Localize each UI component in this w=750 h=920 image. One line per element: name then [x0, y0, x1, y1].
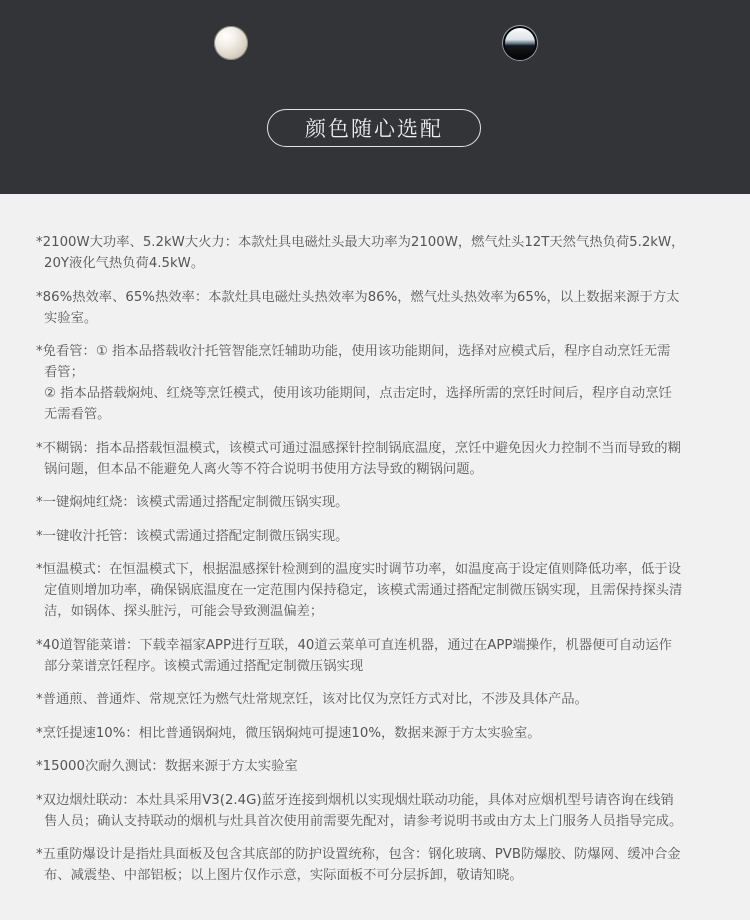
footnote — [36, 559, 714, 622]
footnote — [36, 790, 714, 832]
footnote-line: 布、减震垫、中部铝板；以上图片仅作示意，实际面板不可分层拆卸，敬请知晓。 — [44, 868, 523, 883]
footnote — [36, 526, 714, 547]
footnote-line: *40道智能菜谱：下载幸福家APP进行互联，40道云菜单可直连机器，通过在APP端操作，机器便可自动运作 — [36, 637, 672, 653]
footnotes-section — [0, 194, 750, 899]
footnote — [36, 287, 714, 329]
footnote-line: 看管； — [44, 365, 84, 380]
footnote-line: 20Y液化气热负荷4.5kW。 — [44, 256, 205, 271]
footnote-line: 锅问题，但本品不能避免人离火等不符合说明书使用方法导致的糊锅问题。 — [44, 461, 483, 477]
footnote-line: 洁，如锅体、探头脏污，可能会导致测温偏差； — [44, 604, 324, 619]
footnote — [36, 723, 714, 744]
footnote — [36, 844, 714, 886]
footnote-line: *五重防爆设计是指灶具面板及包含其底部的防护设置统称，包含：钢化玻璃、PVB防爆胶、防爆网、缓冲合金 — [36, 847, 681, 862]
footnote-line: ② 指本品搭载焖炖、红烧等烹饪模式，使用该功能期间，点击定时，选择所需的烹饪时间后，程序自动烹饪 — [44, 386, 672, 401]
footnote-line: 部分菜谱烹饪程序。该模式需通过搭配定制微压锅实现 — [44, 658, 364, 674]
black-color-swatch[interactable] — [503, 26, 537, 60]
footnote-line: *86%热效率、65%热效率：本款灶具电磁灶头热效率为86%，燃气灶头热效率为65%，以上数据来源于方太 — [36, 289, 680, 305]
footnote-line: *双边烟灶联动：本灶具采用V3(2.4G)蓝牙连接到烟机以实现烟灶联动功能，具体对应烟机型号请咨询在线销 — [36, 792, 674, 808]
footnote — [36, 756, 714, 777]
footnote-line: *一键收汁托管：该模式需通过搭配定制微压锅实现。 — [36, 528, 349, 544]
footnote-line: *15000次耐久测试：数据来源于方太实验室 — [36, 759, 298, 774]
footnote-line: *免看管：① 指本品搭载收汁托管智能烹饪辅助功能，使用该功能期间，选择对应模式后，程序自动烹饪无需 — [36, 344, 671, 359]
footnote — [36, 438, 714, 480]
color-banner — [0, 0, 750, 194]
footnote-line: 无需看管。 — [44, 407, 111, 422]
color-select-title — [267, 109, 481, 147]
footnote-line: *不糊锅：指本品搭载恒温模式，该模式可通过温感探针控制锅底温度，烹饪中避免因火力控制不当而导致的糊 — [36, 440, 681, 456]
footnote — [36, 341, 714, 425]
footnote-line: *普通煎、普通炸、常规烹饪为燃气灶常规烹饪，该对比仅为烹饪方式对比，不涉及具体产品。 — [36, 692, 588, 707]
footnote — [36, 635, 714, 677]
footnote-line: 定值则增加功率，确保锅底温度在一定范围内保持稳定，该模式需通过搭配定制微压锅实现，且需保持探头清 — [44, 583, 683, 598]
footnote-line: *一键焖炖红烧：该模式需通过搭配定制微压锅实现。 — [36, 495, 349, 510]
footnote-line: *烹饪提速10%：相比普通锅焖炖，微压锅焖炖可提速10%，数据来源于方太实验室。 — [36, 725, 541, 741]
color-select-title-text: 颜色随心选配 — [305, 117, 443, 141]
white-color-swatch[interactable] — [214, 26, 248, 60]
footnote-line: *恒温模式：在恒温模式下，根据温感探针检测到的温度实时调节功率，如温度高于设定值则降低功率，低于设 — [36, 562, 681, 577]
footnote-line: 售人员；确认支持联动的烟机与灶具首次使用前需要先配对，请参考说明书或由方太上门服务人员指导完成。 — [44, 813, 683, 829]
footnote — [36, 689, 714, 710]
footnote-line: 实验室。 — [44, 310, 98, 326]
footnote-line: *2100W大功率、5.2kW大火力：本款灶具电磁灶头最大功率为2100W，燃气灶头12T天然气热负荷5.2kW， — [36, 235, 685, 250]
footnote — [36, 492, 714, 513]
footnote — [36, 232, 714, 274]
